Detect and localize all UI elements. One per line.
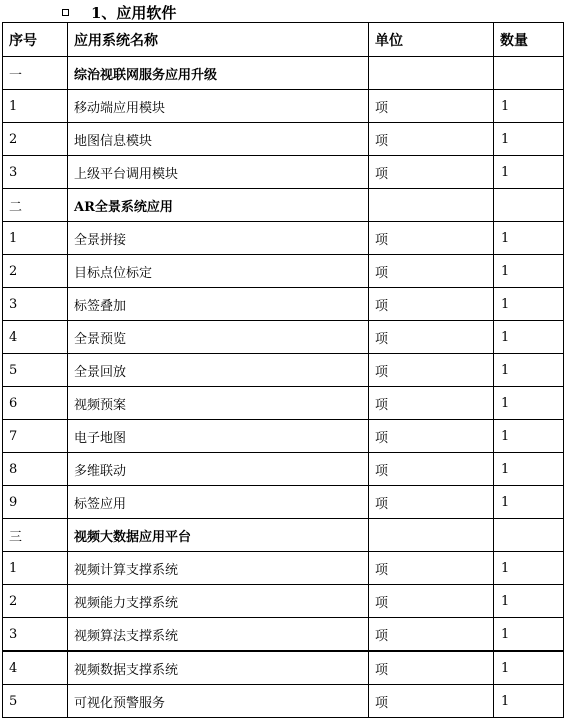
cell-index: 1 bbox=[3, 90, 68, 123]
table-section-row bbox=[3, 519, 564, 552]
cell-name: 视频计算支撑系统 bbox=[68, 552, 369, 585]
section-heading-text: 1、应用软件 bbox=[91, 3, 177, 22]
cell-name: 全景回放 bbox=[68, 354, 369, 387]
cell-unit: 项 bbox=[369, 123, 494, 156]
cell-unit: 项 bbox=[369, 255, 494, 288]
cell-unit bbox=[369, 519, 494, 552]
header-index: 序号 bbox=[3, 23, 68, 57]
header-name: 应用系统名称 bbox=[68, 23, 369, 57]
cell-index: 2 bbox=[3, 255, 68, 288]
cell-name: 视频大数据应用平台 bbox=[68, 519, 369, 552]
table-row bbox=[3, 255, 564, 288]
cell-qty: 1 bbox=[494, 288, 564, 321]
table-row bbox=[3, 156, 564, 189]
cell-index: 5 bbox=[3, 354, 68, 387]
cell-name: 全景预览 bbox=[68, 321, 369, 354]
table-row bbox=[3, 651, 564, 685]
table-row bbox=[3, 222, 564, 255]
cell-name: 移动端应用模块 bbox=[68, 90, 369, 123]
cell-name: 目标点位标定 bbox=[68, 255, 369, 288]
cell-qty: 1 bbox=[494, 420, 564, 453]
table-row bbox=[3, 585, 564, 618]
cell-index: 二 bbox=[3, 189, 68, 222]
table-section-row bbox=[3, 189, 564, 222]
cell-qty: 1 bbox=[494, 354, 564, 387]
header-qty: 数量 bbox=[494, 23, 564, 57]
cell-qty: 1 bbox=[494, 90, 564, 123]
cell-index: 5 bbox=[3, 685, 68, 718]
cell-unit: 项 bbox=[369, 387, 494, 420]
cell-qty: 1 bbox=[494, 387, 564, 420]
cell-index: 2 bbox=[3, 123, 68, 156]
cell-unit: 项 bbox=[369, 618, 494, 652]
cell-index: 8 bbox=[3, 453, 68, 486]
cell-qty: 1 bbox=[494, 651, 564, 685]
cell-index: 2 bbox=[3, 585, 68, 618]
cell-name: 上级平台调用模块 bbox=[68, 156, 369, 189]
table-row bbox=[3, 618, 564, 652]
cell-qty bbox=[494, 189, 564, 222]
cell-unit: 项 bbox=[369, 222, 494, 255]
cell-unit: 项 bbox=[369, 585, 494, 618]
table-row bbox=[3, 453, 564, 486]
cell-name: 电子地图 bbox=[68, 420, 369, 453]
cell-name: 多维联动 bbox=[68, 453, 369, 486]
cell-unit: 项 bbox=[369, 651, 494, 685]
table-row bbox=[3, 288, 564, 321]
cell-index: 3 bbox=[3, 156, 68, 189]
header-unit: 单位 bbox=[369, 23, 494, 57]
paragraph-mark bbox=[61, 717, 66, 718]
cell-unit: 项 bbox=[369, 90, 494, 123]
cell-name: 综治视联网服务应用升级 bbox=[68, 57, 369, 90]
cell-unit: 项 bbox=[369, 685, 494, 718]
table-row bbox=[3, 90, 564, 123]
cell-name: 标签应用 bbox=[68, 486, 369, 519]
cell-unit: 项 bbox=[369, 156, 494, 189]
cell-name: AR全景系统应用 bbox=[68, 189, 369, 222]
cell-name: 视频能力支撑系统 bbox=[68, 585, 369, 618]
cell-name: 地图信息模块 bbox=[68, 123, 369, 156]
cell-unit: 项 bbox=[369, 420, 494, 453]
cell-index: 1 bbox=[3, 552, 68, 585]
cell-qty: 1 bbox=[494, 321, 564, 354]
cell-unit: 项 bbox=[369, 552, 494, 585]
cell-name: 视频预案 bbox=[68, 387, 369, 420]
cell-qty: 1 bbox=[494, 618, 564, 652]
cell-name: 全景拼接 bbox=[68, 222, 369, 255]
table-row bbox=[3, 685, 564, 718]
cell-index: 6 bbox=[3, 387, 68, 420]
table-header-row bbox=[3, 23, 564, 57]
table-row bbox=[3, 420, 564, 453]
cell-unit: 项 bbox=[369, 288, 494, 321]
table-row bbox=[3, 354, 564, 387]
cell-unit: 项 bbox=[369, 453, 494, 486]
cell-qty bbox=[494, 57, 564, 90]
cell-qty: 1 bbox=[494, 585, 564, 618]
cell-index: 三 bbox=[3, 519, 68, 552]
cell-qty: 1 bbox=[494, 156, 564, 189]
cell-qty bbox=[494, 519, 564, 552]
cell-index: 9 bbox=[3, 486, 68, 519]
table-row bbox=[3, 387, 564, 420]
cell-unit bbox=[369, 189, 494, 222]
cell-name: 视频算法支撑系统 bbox=[68, 618, 369, 652]
cell-qty: 1 bbox=[494, 255, 564, 288]
cell-unit: 项 bbox=[369, 486, 494, 519]
cell-unit: 项 bbox=[369, 321, 494, 354]
table-section-row bbox=[3, 57, 564, 90]
cell-qty: 1 bbox=[494, 123, 564, 156]
cell-qty: 1 bbox=[494, 486, 564, 519]
table-row bbox=[3, 123, 564, 156]
cell-index: 1 bbox=[3, 222, 68, 255]
cell-index: 7 bbox=[3, 420, 68, 453]
cell-qty: 1 bbox=[494, 552, 564, 585]
cell-name: 视频数据支撑系统 bbox=[68, 651, 369, 685]
cell-qty: 1 bbox=[494, 222, 564, 255]
application-software-table bbox=[2, 22, 564, 718]
table-row bbox=[3, 486, 564, 519]
cell-index: 一 bbox=[3, 57, 68, 90]
cell-index: 3 bbox=[3, 618, 68, 652]
cell-qty: 1 bbox=[494, 685, 564, 718]
cell-unit: 项 bbox=[369, 354, 494, 387]
cell-name: 可视化预警服务 bbox=[68, 685, 369, 718]
square-bullet-icon bbox=[62, 9, 69, 16]
cell-name: 标签叠加 bbox=[68, 288, 369, 321]
cell-index: 3 bbox=[3, 288, 68, 321]
cell-unit bbox=[369, 57, 494, 90]
table-row bbox=[3, 321, 564, 354]
cell-qty: 1 bbox=[494, 453, 564, 486]
section-heading bbox=[60, 2, 176, 22]
cell-index: 4 bbox=[3, 321, 68, 354]
table-row bbox=[3, 552, 564, 585]
cell-index: 4 bbox=[3, 651, 68, 685]
